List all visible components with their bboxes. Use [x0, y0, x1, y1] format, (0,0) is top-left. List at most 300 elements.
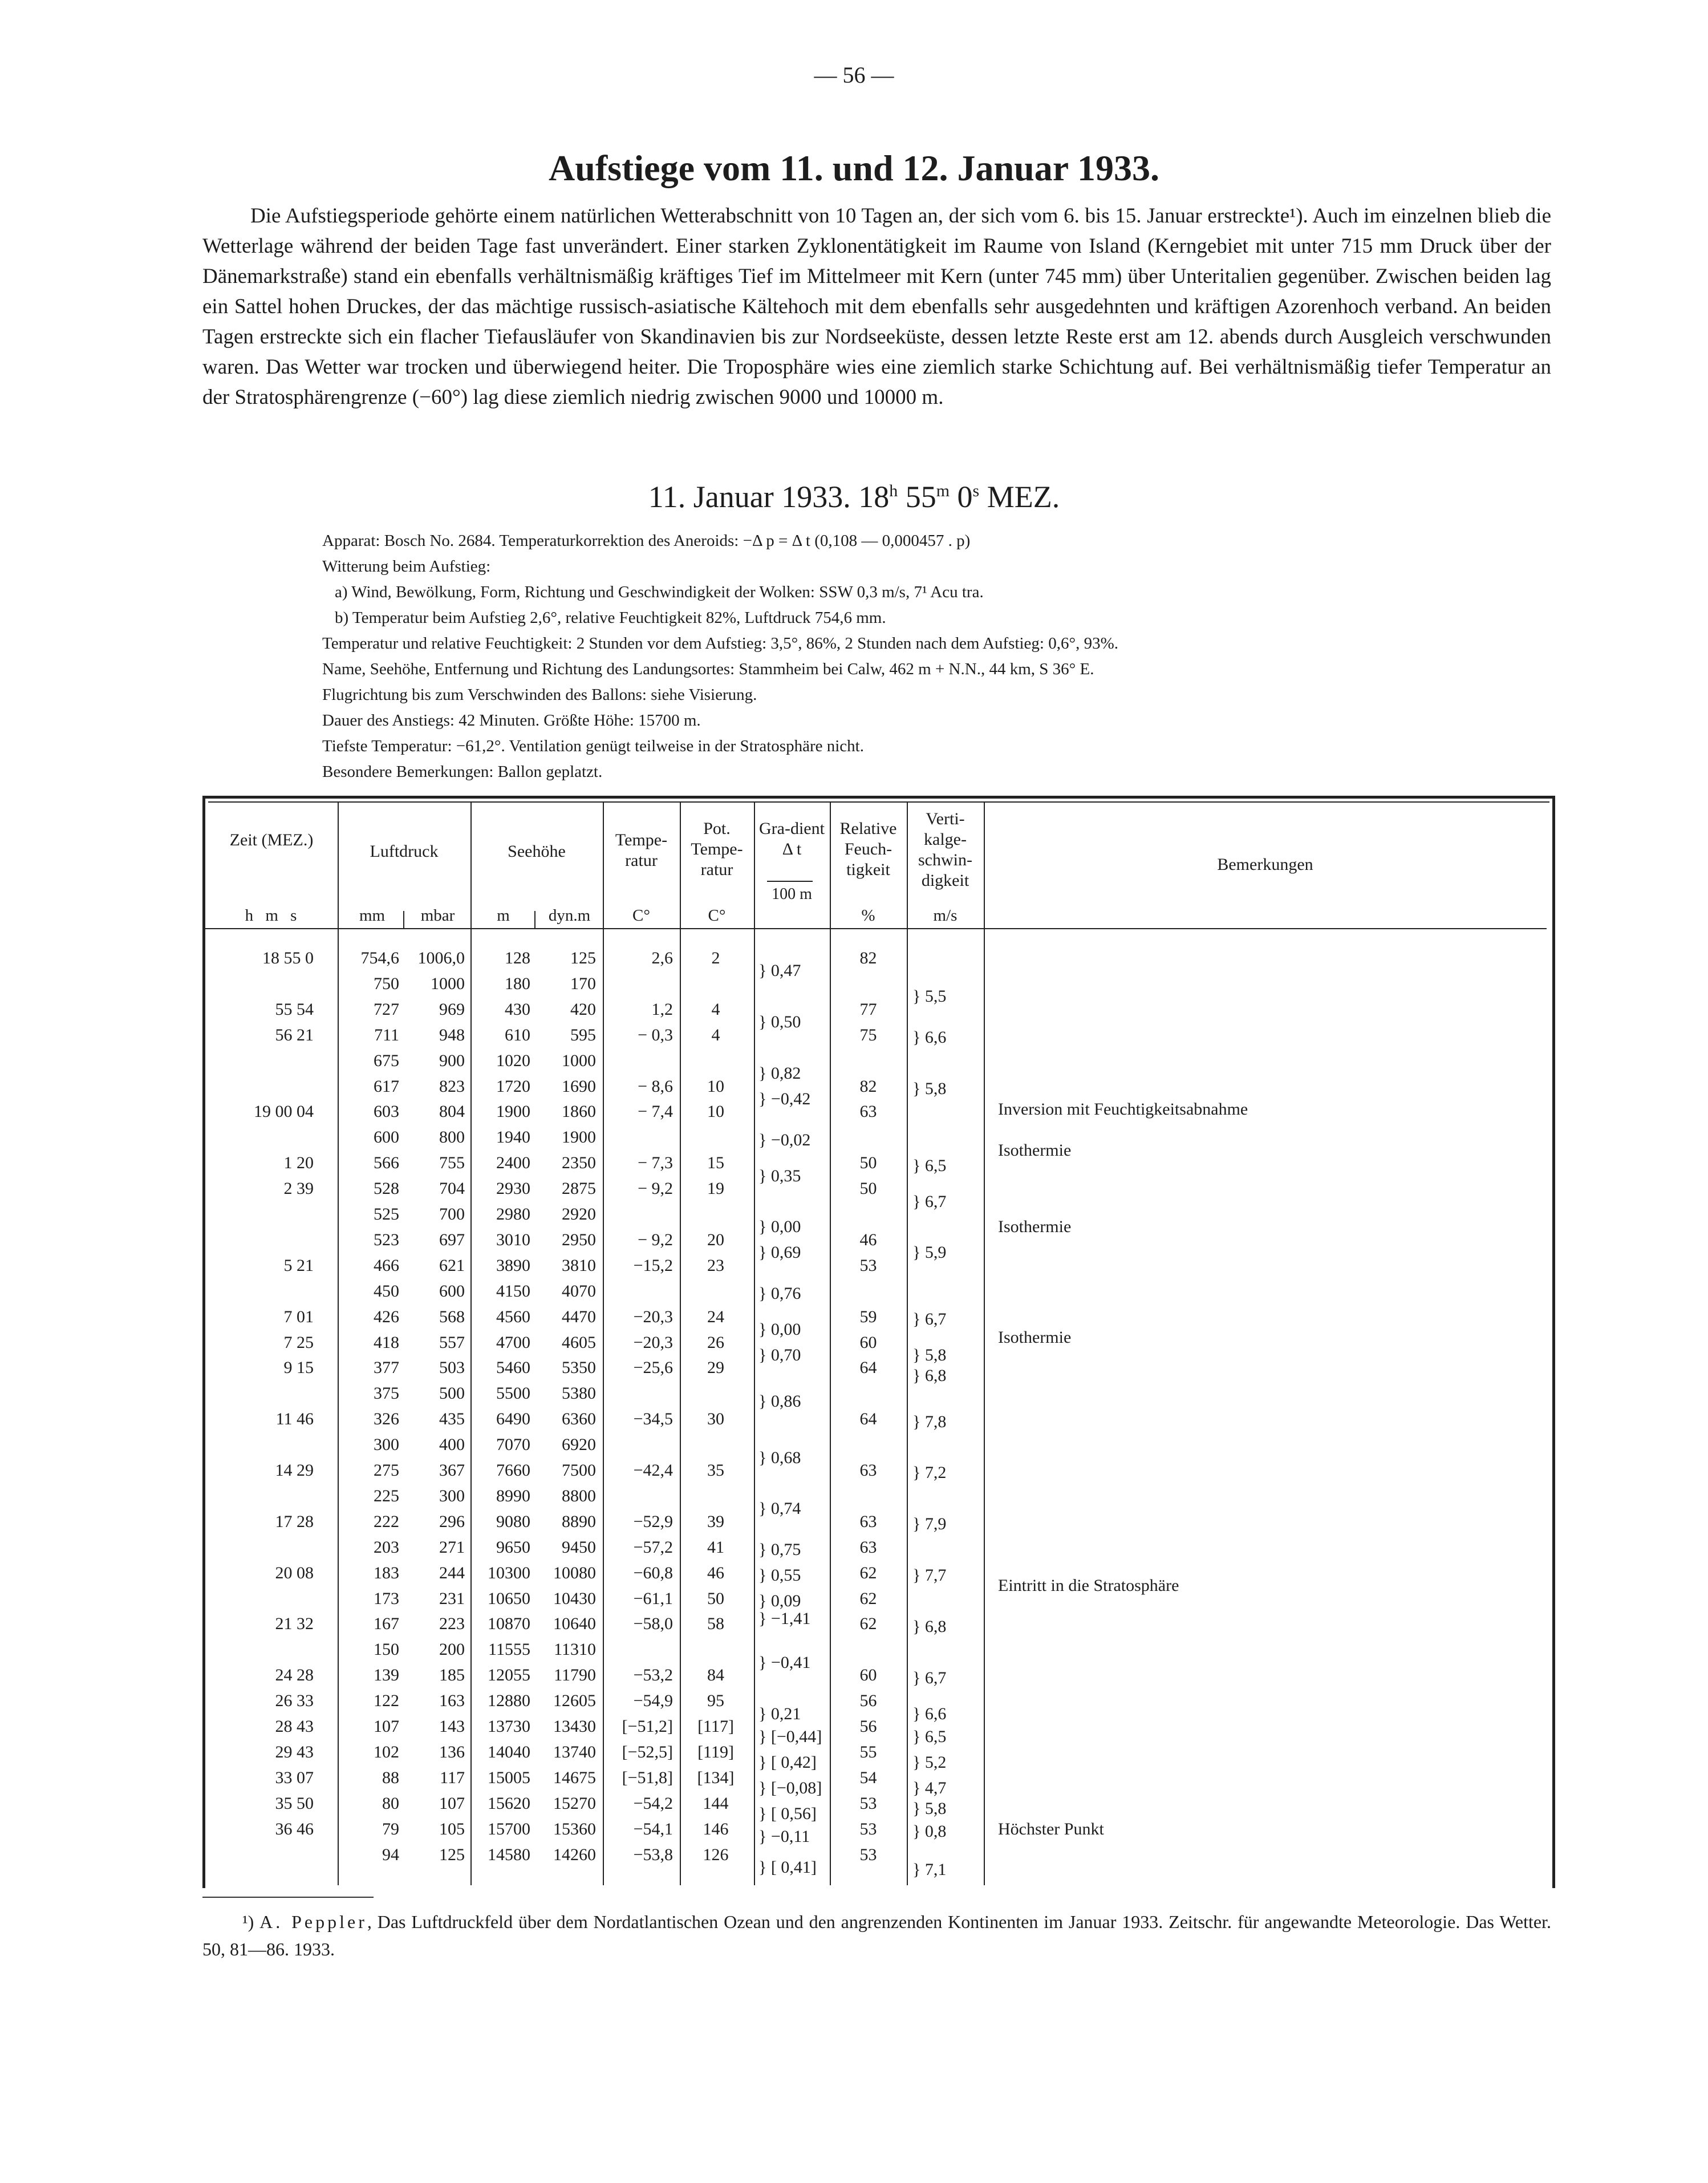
cell-altitude-m: 180 — [505, 974, 530, 993]
intro-paragraph: Die Aufstiegsperiode gehörte einem natürlichen Wetterabschnitt von 10 Tagen an, der sich vom 6. bis 15. Januar erstreckte¹). Auch im einzelnen blieb die Wetterlage während der beiden Tage fast unverändert. Einer starken Zyklonentätigkeit im Raume von Island (Kerngebiet mit unter 715 mm Druck über der Dänemarkstraße) stand ein ebenfalls verhältnismäßig kräftiges Tief im Mittelmeer mit Kern (unter 745 mm) über Unteritalien gegenüber. Zwischen beiden lag ein Sattel hohen Druckes, der das mächtige russisch-asiatische Kältehoch mit dem ebenfalls sehr ausgedehnten und kräftigen Azorenhoch verband. An beiden Tagen erstreckte sich ein flacher Tiefausläufer von Skandinavien bis zur Nordseeküste, dessen letzte Reste erst am 12. abends durch Ausgleich verschwunden waren. Das Wetter war trocken und überwiegend heiter. Die Troposphäre wies eine ziemlich starke Schichtung auf. Bei verhältnismäßig tiefer Temperatur an der Stratosphärengrenze (−60°) lag diese ziemlich niedrig zwischen 9000 und 10000 m. — [202, 204, 1551, 409]
cell-pressure-mm: 603 — [374, 1102, 399, 1121]
cell-vertical-speed: } 7,7 — [912, 1566, 947, 1585]
cell-time: 55 54 — [275, 999, 314, 1019]
cell-humidity: 53 — [859, 1793, 877, 1813]
cell-humidity: 53 — [859, 1255, 877, 1275]
ascent-subtitle — [0, 479, 1708, 515]
cell-altitude-m: 5500 — [496, 1384, 530, 1403]
cell-gradient: } [−0,08] — [758, 1778, 822, 1797]
cell-altitude-dyn: 7500 — [562, 1461, 596, 1480]
cell-pressure-mbar: 296 — [439, 1512, 465, 1531]
cell-altitude-dyn: 1900 — [562, 1128, 596, 1147]
column-divider — [603, 803, 604, 1885]
subtitle-hours: 18 — [858, 480, 890, 514]
cell-pot-temperature: 35 — [707, 1461, 724, 1480]
cell-altitude-dyn: 4070 — [562, 1281, 596, 1301]
cell-vertical-speed: } 6,7 — [912, 1668, 947, 1687]
cell-altitude-dyn: 6360 — [562, 1410, 596, 1429]
cell-altitude-m: 610 — [505, 1025, 530, 1044]
cell-altitude-m: 10870 — [488, 1614, 530, 1634]
meta-duration: Dauer des Anstiegs: 42 Minuten. Größte Höhe: 15700 m. — [322, 711, 701, 730]
cell-altitude-dyn: 1860 — [562, 1102, 596, 1121]
cell-remark: Isothermie — [998, 1140, 1072, 1160]
cell-humidity: 82 — [859, 1076, 877, 1096]
cell-pressure-mbar: 969 — [439, 999, 465, 1019]
cell-altitude-dyn: 595 — [570, 1025, 596, 1044]
cell-altitude-m: 1940 — [496, 1128, 530, 1147]
cell-altitude-dyn: 5350 — [562, 1358, 596, 1378]
unit-mbar: mbar — [420, 906, 455, 925]
cell-pressure-mbar: 900 — [439, 1051, 465, 1070]
cell-gradient: } 0,75 — [758, 1540, 801, 1560]
cell-altitude-dyn: 8800 — [562, 1486, 596, 1505]
cell-vertical-speed: } 5,8 — [912, 1079, 947, 1098]
cell-humidity: 53 — [859, 1819, 877, 1838]
cell-altitude-dyn: 1690 — [562, 1076, 596, 1096]
cell-altitude-m: 1720 — [496, 1076, 530, 1096]
cell-pressure-mm: 167 — [374, 1614, 399, 1634]
cell-time: 20 08 — [275, 1563, 314, 1582]
footnote — [202, 1908, 1551, 1963]
cell-time: 21 32 — [275, 1614, 314, 1634]
cell-pressure-mm: 750 — [374, 974, 399, 993]
cell-gradient: } [ 0,41] — [758, 1857, 817, 1877]
cell-humidity: 53 — [859, 1845, 877, 1864]
unit-h: h — [245, 906, 254, 925]
header-gradient: Gra-dient Δ t — [759, 819, 825, 858]
cell-humidity: 63 — [859, 1512, 877, 1531]
subtitle-seconds-unit: s — [972, 481, 980, 500]
cell-vertical-speed: } 5,8 — [912, 1345, 947, 1364]
cell-vertical-speed: } 6,6 — [912, 1704, 947, 1723]
cell-humidity: 62 — [859, 1614, 877, 1634]
cell-altitude-m: 15620 — [488, 1793, 530, 1813]
cell-gradient: } −0,02 — [758, 1130, 811, 1149]
cell-vertical-speed: } 6,6 — [912, 1028, 947, 1047]
unit-mm: mm — [359, 906, 386, 925]
cell-pressure-mm: 754,6 — [360, 949, 399, 967]
header-gradient-unit: 100 m — [772, 885, 812, 903]
cell-humidity: 59 — [859, 1307, 877, 1326]
cell-altitude-dyn: 3810 — [562, 1255, 596, 1275]
unit-vertical: m/s — [933, 906, 958, 925]
column-divider — [338, 803, 339, 1885]
cell-altitude-dyn: 2920 — [562, 1205, 596, 1224]
cell-pressure-mm: 600 — [374, 1128, 399, 1147]
cell-altitude-dyn: 4605 — [562, 1333, 596, 1352]
unit-m: m — [265, 906, 278, 925]
cell-altitude-m: 12880 — [488, 1691, 530, 1711]
cell-vertical-speed: } 6,7 — [912, 1310, 947, 1329]
cell-pressure-mbar: 185 — [439, 1666, 465, 1685]
cell-pressure-mm: 466 — [374, 1255, 399, 1275]
cell-temperature: −60,8 — [633, 1563, 673, 1582]
cell-pressure-mm: 102 — [374, 1742, 399, 1761]
cell-gradient: } 0,82 — [758, 1064, 801, 1083]
cell-altitude-dyn: 2950 — [562, 1230, 596, 1249]
cell-pressure-mbar: 107 — [439, 1793, 465, 1813]
subtitle-seconds: 0 — [950, 480, 973, 514]
cell-altitude-m: 4700 — [496, 1333, 530, 1352]
cell-remark: Eintritt in die Stratosphäre — [998, 1576, 1179, 1595]
cell-pressure-mbar: 755 — [439, 1153, 465, 1173]
cell-altitude-dyn: 13430 — [553, 1717, 596, 1736]
cell-altitude-m: 14580 — [488, 1845, 530, 1864]
cell-altitude-m: 15700 — [488, 1819, 530, 1838]
cell-temperature: −58,0 — [633, 1614, 673, 1634]
cell-temperature: −15,2 — [633, 1255, 673, 1275]
unit-m-altitude: m — [497, 906, 510, 925]
cell-vertical-speed: } 0,8 — [912, 1822, 947, 1841]
cell-pressure-mm: 727 — [374, 999, 399, 1019]
cell-time: 29 43 — [275, 1742, 314, 1761]
cell-pressure-mm: 377 — [374, 1358, 399, 1378]
cell-time: 17 28 — [275, 1512, 314, 1531]
cell-temperature: −57,2 — [633, 1537, 673, 1557]
cell-pot-temperature: 26 — [707, 1333, 724, 1352]
cell-pressure-mm: 222 — [374, 1512, 399, 1531]
cell-gradient: } [−0,44] — [758, 1727, 822, 1746]
cell-pressure-mbar: 557 — [439, 1333, 465, 1352]
cell-pressure-mbar: 231 — [439, 1589, 465, 1608]
cell-pressure-mbar: 300 — [439, 1486, 465, 1505]
cell-vertical-speed: } 7,1 — [912, 1860, 947, 1880]
subtitle-zone: MEZ. — [979, 480, 1060, 514]
cell-pot-temperature: 20 — [707, 1230, 724, 1249]
cell-temperature: 1,2 — [651, 999, 673, 1019]
cell-pressure-mbar: 143 — [439, 1717, 465, 1736]
cell-altitude-dyn: 170 — [570, 974, 596, 993]
cell-gradient: } 0,09 — [758, 1591, 801, 1610]
cell-pressure-mbar: 500 — [439, 1384, 465, 1403]
meta-apparatus: Apparat: Bosch No. 2684. Temperaturkorrektion des Aneroids: −Δ p = Δ t (0,108 — 0,000457 . p) — [322, 532, 971, 550]
cell-temperature: − 9,2 — [638, 1179, 673, 1198]
cell-gradient: } 0,55 — [758, 1566, 801, 1585]
cell-temperature: −61,1 — [633, 1589, 673, 1608]
subtitle-date: 11. Januar 1933. — [648, 480, 851, 514]
cell-pressure-mbar: 136 — [439, 1742, 465, 1761]
cell-gradient: } [ 0,42] — [758, 1752, 817, 1772]
subtitle-minutes-unit: m — [936, 481, 950, 500]
cell-pot-temperature: 58 — [707, 1614, 724, 1634]
cell-temperature: [−51,2] — [622, 1717, 673, 1736]
cell-pressure-mbar: 800 — [439, 1128, 465, 1147]
column-divider — [830, 803, 831, 1885]
cell-humidity: 60 — [859, 1666, 877, 1685]
header-humidity: Relative Feuch-tigkeit — [839, 819, 897, 879]
cell-pressure-mm: 566 — [374, 1153, 399, 1173]
cell-pressure-mbar: 105 — [439, 1819, 465, 1838]
cell-vertical-speed: } 5,9 — [912, 1243, 947, 1262]
cell-altitude-m: 8990 — [496, 1486, 530, 1505]
cell-humidity: 50 — [859, 1179, 877, 1198]
cell-pot-temperature: 2 — [711, 949, 720, 967]
cell-altitude-m: 15005 — [488, 1768, 530, 1787]
cell-altitude-dyn: 8890 — [562, 1512, 596, 1531]
cell-altitude-m: 12055 — [488, 1666, 530, 1685]
meta-remarks: Besondere Bemerkungen: Ballon geplatzt. — [322, 763, 603, 781]
cell-vertical-speed: } 5,2 — [912, 1752, 947, 1772]
page-title: Aufstiege vom 11. und 12. Januar 1933. — [549, 148, 1159, 188]
cell-humidity: 75 — [859, 1025, 877, 1044]
cell-temperature: [−51,8] — [622, 1768, 673, 1787]
cell-pressure-mbar: 271 — [439, 1537, 465, 1557]
cell-pressure-mm: 150 — [374, 1640, 399, 1659]
cell-temperature: −54,9 — [633, 1691, 673, 1711]
cell-pot-temperature: 4 — [711, 1025, 720, 1044]
meta-weather-heading: Witterung beim Aufstieg: — [322, 557, 491, 576]
cell-pressure-mm: 79 — [382, 1819, 399, 1838]
cell-pressure-mbar: 600 — [439, 1281, 465, 1301]
cell-gradient: } [ 0,56] — [758, 1804, 817, 1823]
cell-altitude-m: 14040 — [488, 1742, 530, 1761]
cell-pressure-mm: 418 — [374, 1333, 399, 1352]
cell-altitude-dyn: 11790 — [554, 1666, 596, 1685]
cell-pressure-mm: 528 — [374, 1179, 399, 1198]
cell-pressure-mbar: 704 — [439, 1179, 465, 1198]
header-pot-temperature: Pot. Tempe-ratur — [691, 819, 743, 879]
cell-pressure-mbar: 700 — [439, 1205, 465, 1224]
cell-altitude-dyn: 1000 — [562, 1051, 596, 1070]
cell-altitude-m: 9080 — [496, 1512, 530, 1531]
cell-altitude-m: 3890 — [496, 1255, 530, 1275]
cell-time: 2 39 — [283, 1179, 314, 1198]
cell-pressure-mm: 225 — [374, 1486, 399, 1505]
cell-pot-temperature: 146 — [703, 1819, 729, 1838]
cell-pressure-mbar: 621 — [439, 1255, 465, 1275]
cell-altitude-dyn: 420 — [570, 999, 596, 1019]
column-divider — [984, 803, 985, 1885]
cell-vertical-speed: } 7,2 — [912, 1463, 947, 1483]
cell-remark: Höchster Punkt — [998, 1819, 1104, 1838]
cell-time: 36 46 — [275, 1819, 314, 1838]
cell-pressure-mbar: 804 — [439, 1102, 465, 1121]
cell-humidity: 64 — [859, 1358, 877, 1378]
cell-pressure-mm: 523 — [374, 1230, 399, 1249]
cell-vertical-speed: } 5,5 — [912, 987, 947, 1006]
cell-pressure-mm: 107 — [374, 1717, 399, 1736]
cell-time: 1 20 — [283, 1153, 314, 1173]
cell-altitude-dyn: 9450 — [562, 1537, 596, 1557]
cell-humidity: 56 — [859, 1691, 877, 1711]
unit-divider — [403, 911, 404, 928]
cell-altitude-m: 7660 — [496, 1461, 530, 1480]
cell-altitude-dyn: 5380 — [562, 1384, 596, 1403]
column-divider — [754, 803, 755, 1885]
meta-temp-humidity: Temperatur und relative Feuchtigkeit: 2 Stunden vor dem Aufstieg: 3,5°, 86%, 2 Stunden nach dem Aufstieg: 0,6°, 93%. — [322, 634, 1118, 653]
cell-pressure-mm: 88 — [382, 1768, 399, 1787]
cell-time: 35 50 — [275, 1793, 314, 1813]
cell-gradient: } 0,69 — [758, 1243, 801, 1262]
cell-pot-temperature: 95 — [707, 1691, 724, 1711]
cell-pot-temperature: 24 — [707, 1307, 724, 1326]
cell-vertical-speed: } 6,5 — [912, 1156, 947, 1175]
cell-pressure-mm: 617 — [374, 1076, 399, 1096]
cell-pressure-mbar: 1006,0 — [417, 949, 465, 967]
cell-pressure-mm: 94 — [382, 1845, 399, 1864]
cell-altitude-dyn: 15270 — [553, 1793, 596, 1813]
cell-temperature: −54,1 — [633, 1819, 673, 1838]
cell-altitude-dyn: 6920 — [562, 1435, 596, 1455]
cell-pressure-mm: 275 — [374, 1461, 399, 1480]
cell-gradient: } 0,76 — [758, 1284, 801, 1303]
column-divider — [470, 803, 472, 1885]
meta-landing-site: Name, Seehöhe, Entfernung und Richtung des Landungsortes: Stammheim bei Calw, 462 m + N.N., 44 km, S 36° E. — [322, 660, 1094, 678]
cell-pressure-mbar: 244 — [439, 1563, 465, 1582]
cell-time: 33 07 — [275, 1768, 314, 1787]
cell-pot-temperature: 10 — [707, 1076, 724, 1096]
cell-pressure-mm: 675 — [374, 1051, 399, 1070]
cell-altitude-dyn: 10430 — [553, 1589, 596, 1608]
cell-vertical-speed: } 5,8 — [912, 1799, 947, 1818]
cell-pot-temperature: 4 — [711, 999, 720, 1019]
cell-altitude-dyn: 11310 — [554, 1640, 596, 1659]
cell-pressure-mm: 203 — [374, 1537, 399, 1557]
cell-vertical-speed: } 6,5 — [912, 1727, 947, 1746]
cell-gradient: } −0,11 — [758, 1827, 810, 1846]
cell-altitude-m: 1900 — [496, 1102, 530, 1121]
header-vertical-speed: Verti-kalge-schwin-digkeit — [918, 809, 972, 890]
header-time-label: Zeit (MEZ.) — [229, 831, 314, 849]
cell-pot-temperature: 39 — [707, 1512, 724, 1531]
cell-altitude-m: 5460 — [496, 1358, 530, 1378]
cell-humidity: 62 — [859, 1563, 877, 1582]
cell-humidity: 56 — [859, 1717, 877, 1736]
cell-temperature: − 7,4 — [638, 1102, 673, 1121]
meta-wind-clouds: a) Wind, Bewölkung, Form, Richtung und Geschwindigkeit der Wolken: SSW 0,3 m/s, 7¹ Acu tra. — [335, 583, 984, 601]
cell-pressure-mbar: 367 — [439, 1461, 465, 1480]
cell-altitude-m: 9650 — [496, 1537, 530, 1557]
cell-pressure-mbar: 163 — [439, 1691, 465, 1711]
cell-temperature: −20,3 — [633, 1307, 673, 1326]
unit-humidity: % — [861, 906, 875, 925]
header-time — [205, 830, 338, 850]
cell-pot-temperature: 23 — [707, 1255, 724, 1275]
meta-lowest-temp: Tiefste Temperatur: −61,2°. Ventilation genügt teilweise in der Stratosphäre nicht. — [322, 737, 864, 755]
cell-pot-temperature: [134] — [697, 1768, 735, 1787]
cell-time: 26 33 — [275, 1691, 314, 1711]
cell-altitude-m: 6490 — [496, 1410, 530, 1429]
cell-pressure-mbar: 503 — [439, 1358, 465, 1378]
cell-pressure-mm: 80 — [382, 1793, 399, 1813]
cell-altitude-m: 3010 — [496, 1230, 530, 1249]
cell-temperature: −53,2 — [633, 1666, 673, 1685]
cell-humidity: 54 — [859, 1768, 877, 1787]
cell-pot-temperature: 15 — [707, 1153, 724, 1173]
cell-altitude-dyn: 10080 — [553, 1563, 596, 1582]
cell-pressure-mbar: 568 — [439, 1307, 465, 1326]
cell-altitude-dyn: 4470 — [562, 1307, 596, 1326]
cell-gradient: } −0,41 — [758, 1653, 811, 1672]
cell-time: 9 15 — [283, 1358, 314, 1378]
cell-remark: Isothermie — [998, 1217, 1072, 1237]
table-header-rule — [205, 928, 1547, 929]
header-altitude: Seehöhe — [508, 842, 566, 861]
header-temperature: Tempe-ratur — [615, 831, 668, 870]
cell-remark: Inversion mit Feuchtigkeitsabnahme — [998, 1099, 1248, 1119]
cell-altitude-m: 10650 — [488, 1589, 530, 1608]
unit-s: s — [290, 906, 297, 925]
cell-pressure-mbar: 435 — [439, 1410, 465, 1429]
cell-humidity: 50 — [859, 1153, 877, 1173]
cell-altitude-dyn: 15360 — [553, 1819, 596, 1838]
cell-gradient: } −0,42 — [758, 1089, 811, 1108]
cell-pressure-mm: 122 — [374, 1691, 399, 1711]
cell-pressure-mbar: 697 — [439, 1230, 465, 1249]
cell-altitude-m: 4560 — [496, 1307, 530, 1326]
cell-humidity: 63 — [859, 1461, 877, 1480]
cell-altitude-dyn: 12605 — [553, 1691, 596, 1711]
cell-pressure-mbar: 125 — [439, 1845, 465, 1864]
column-divider — [680, 803, 681, 1885]
cell-temperature: −54,2 — [633, 1793, 673, 1813]
cell-vertical-speed: } 7,9 — [912, 1514, 947, 1534]
cell-humidity: 63 — [859, 1102, 877, 1121]
cell-pot-temperature: [117] — [697, 1717, 734, 1736]
cell-humidity: 46 — [859, 1230, 877, 1249]
cell-altitude-m: 4150 — [496, 1281, 530, 1301]
cell-time: 7 01 — [283, 1307, 314, 1326]
ascent-metadata — [322, 528, 1577, 785]
cell-humidity: 60 — [859, 1333, 877, 1352]
unit-pot: C° — [708, 906, 726, 925]
cell-altitude-m: 1020 — [496, 1051, 530, 1070]
unit-temp: C° — [632, 906, 650, 925]
cell-remark: Isothermie — [998, 1327, 1072, 1347]
cell-time: 7 25 — [283, 1333, 314, 1352]
cell-gradient: } 0,00 — [758, 1217, 801, 1237]
cell-pressure-mm: 300 — [374, 1435, 399, 1455]
cell-gradient: } 0,70 — [758, 1345, 801, 1364]
cell-pot-temperature: 30 — [707, 1410, 724, 1429]
cell-vertical-speed: } 6,7 — [912, 1192, 947, 1211]
cell-altitude-m: 2980 — [496, 1205, 530, 1224]
cell-altitude-dyn: 2875 — [562, 1179, 596, 1198]
cell-temperature: − 9,2 — [638, 1230, 673, 1249]
cell-gradient: } −1,41 — [758, 1609, 811, 1629]
cell-altitude-dyn: 14260 — [553, 1845, 596, 1864]
cell-pressure-mbar: 1000 — [431, 974, 465, 993]
cell-gradient: } 0,21 — [758, 1704, 801, 1723]
cell-altitude-dyn: 10640 — [553, 1614, 596, 1634]
cell-pressure-mm: 173 — [374, 1589, 399, 1608]
cell-temperature: − 0,3 — [638, 1025, 673, 1044]
cell-pressure-mm: 525 — [374, 1205, 399, 1224]
cell-temperature: − 7,3 — [638, 1153, 673, 1173]
cell-time: 28 43 — [275, 1717, 314, 1736]
cell-time: 24 28 — [275, 1666, 314, 1685]
cell-pot-temperature: 19 — [707, 1179, 724, 1198]
cell-pressure-mm: 450 — [374, 1281, 399, 1301]
cell-altitude-dyn: 125 — [570, 949, 596, 967]
footnote-text: , Das Luftdruckfeld über dem Nordatlantischen Ozean und den angrenzenden Kontinenten im Januar 1933. Zeitschr. für angewandte Meteorologie. Das Wetter. 50, 81—86. 1933. — [202, 1911, 1552, 1959]
cell-vertical-speed: } 4,7 — [912, 1778, 947, 1797]
units-time — [234, 906, 308, 925]
cell-humidity: 62 — [859, 1589, 877, 1608]
cell-temperature: −20,3 — [633, 1333, 673, 1352]
cell-vertical-speed: } 6,8 — [912, 1366, 947, 1385]
cell-humidity: 55 — [859, 1742, 877, 1761]
cell-altitude-m: 2930 — [496, 1179, 530, 1198]
cell-pressure-mbar: 200 — [439, 1640, 465, 1659]
cell-temperature: − 8,6 — [638, 1076, 673, 1096]
cell-time: 11 46 — [275, 1410, 314, 1429]
cell-pot-temperature: 126 — [703, 1845, 729, 1864]
meta-launch-conditions: b) Temperatur beim Aufstieg 2,6°, relative Feuchtigkeit 82%, Luftdruck 754,6 mm. — [335, 609, 886, 627]
cell-pressure-mm: 426 — [374, 1307, 399, 1326]
cell-pressure-mbar: 223 — [439, 1614, 465, 1634]
unit-dyn: dyn.m — [548, 906, 591, 925]
